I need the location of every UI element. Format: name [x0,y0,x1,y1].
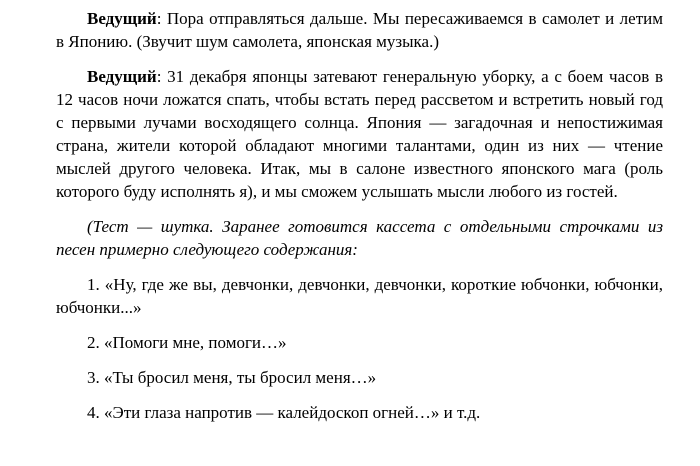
paragraph-text: : 31 декабря японцы затевают генеральную уборку, а с боем часов в 12 часов ночи ложатся спать, чтобы встать перед рассветом и встретить новый год с первыми лучами восходящего солнца. Япония — загадочная и непостижимая страна, жители которой обладают многими талантами, один из них — чтение мыслей другого человека. Итак, мы в салоне известного японского мага (роль которого буду исполнять я), и мы сможем услышать мысли любого из гостей. [56,67,663,201]
song-list-item-4: 4. «Эти глаза напротив — калейдоскоп огней…» и т.д. [87,403,481,422]
paragraph-host-2 [56,65,663,203]
song-list-item-3: 3. «Ты бросил меня, ты бросил меня…» [87,368,377,387]
song-list-item-2: 2. «Помоги мне, помоги…» [87,333,287,352]
song-list-item-1: 1. «Ну, где же вы, девчонки, девчонки, девчонки, короткие юбчонки, юбчонки, юбчонки...» [56,275,663,317]
paragraph-stage-direction: (Тест — шутка. Заранее готовится кассета с отдельными строчками из песен примерно следующего содержания: [56,217,663,259]
speaker-name: Ведущий [87,9,157,28]
paragraph-text: : Пора отправляться дальше. Мы пересаживаемся в самолет и летим в Японию. (Звучит шум самолета, японская музыка.) [56,9,663,51]
speaker-name: Ведущий [87,67,157,86]
paragraph-host-1 [56,7,663,53]
